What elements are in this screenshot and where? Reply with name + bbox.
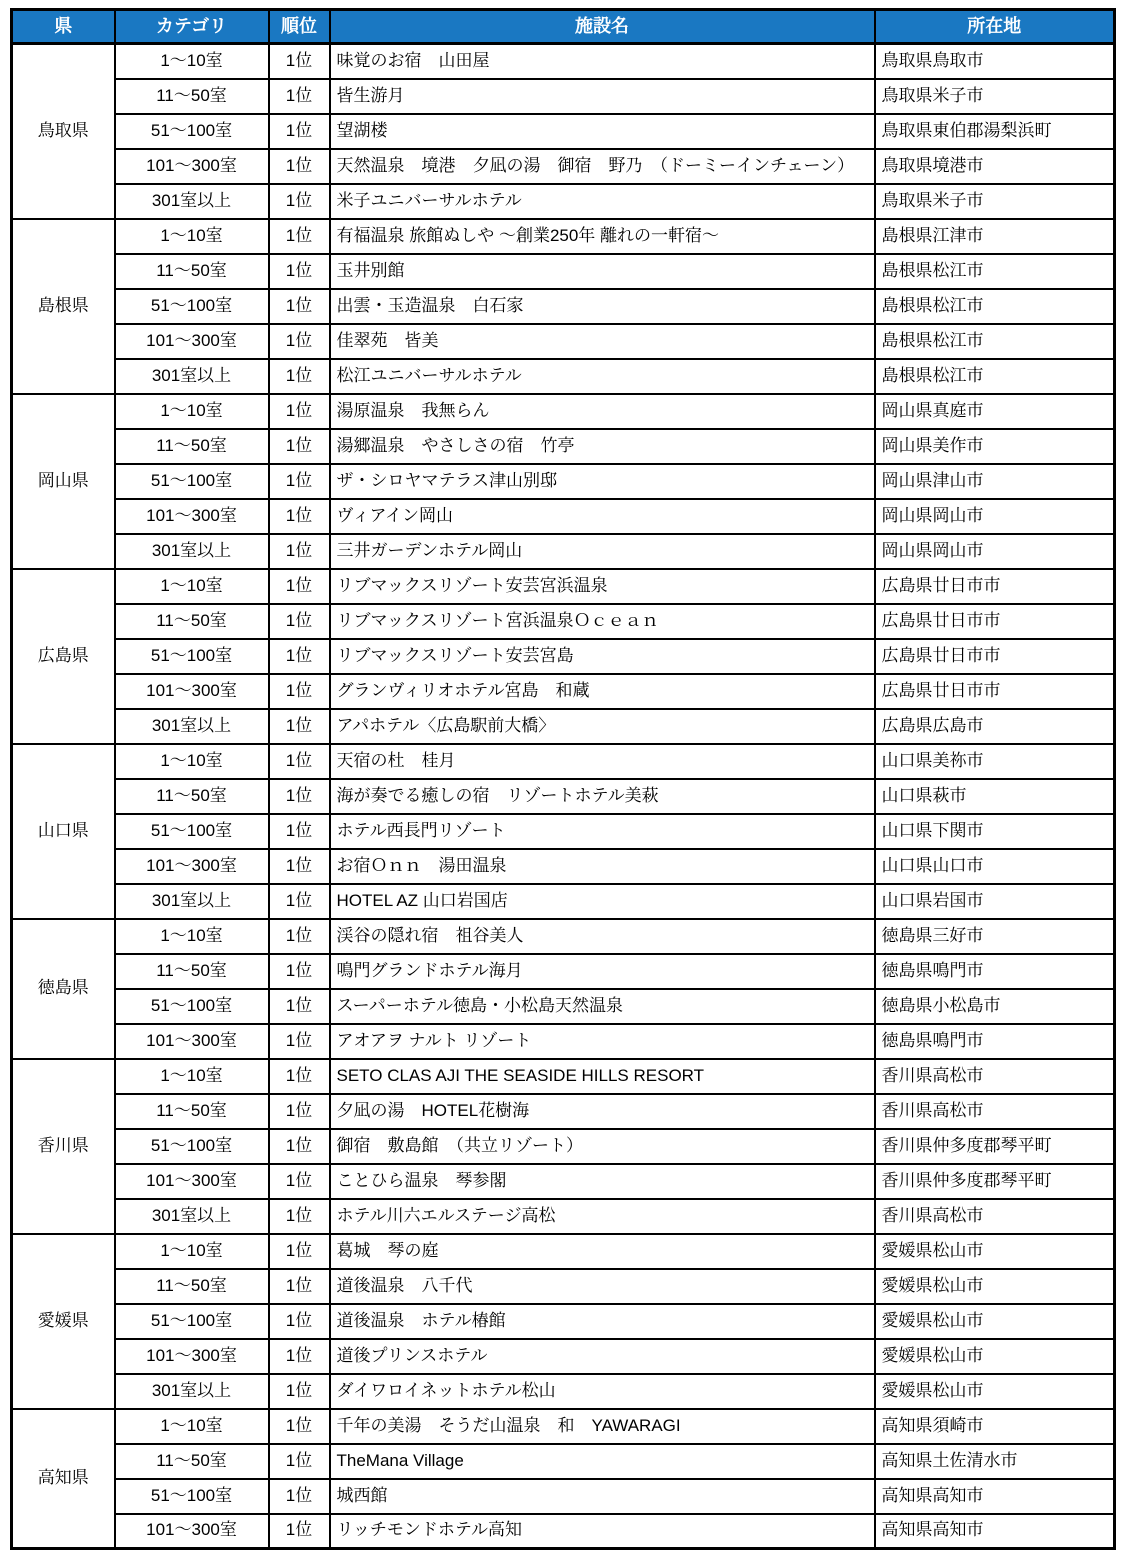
facility-name-cell: 玉井別館 [330, 254, 875, 289]
rank-cell: 1位 [269, 79, 330, 114]
location-cell: 岡山県岡山市 [875, 534, 1115, 569]
prefecture-cell: 岡山県 [12, 394, 115, 569]
table-row [12, 1094, 1115, 1129]
location-cell: 岡山県岡山市 [875, 499, 1115, 534]
location-cell: 徳島県小松島市 [875, 989, 1115, 1024]
location-cell: 香川県仲多度郡琴平町 [875, 1129, 1115, 1164]
facility-name-cell: リブマックスリゾート安芸宮浜温泉 [330, 569, 875, 604]
facility-name-cell: HOTEL AZ 山口岩国店 [330, 884, 875, 919]
facility-name-cell: 味覚のお宿 山田屋 [330, 44, 875, 79]
category-cell: 1～10室 [115, 1234, 269, 1269]
table-row [12, 1409, 1115, 1444]
rank-cell: 1位 [269, 1304, 330, 1339]
category-cell: 301室以上 [115, 1199, 269, 1234]
location-cell: 愛媛県松山市 [875, 1304, 1115, 1339]
prefecture-cell: 山口県 [12, 744, 115, 919]
category-cell: 51～100室 [115, 814, 269, 849]
location-cell: 高知県土佐清水市 [875, 1444, 1115, 1479]
table-body [12, 44, 1115, 1549]
rank-cell: 1位 [269, 954, 330, 989]
facility-name-cell: 夕凪の湯 HOTEL花樹海 [330, 1094, 875, 1129]
table-row [12, 359, 1115, 394]
location-cell: 香川県仲多度郡琴平町 [875, 1164, 1115, 1199]
category-cell: 1～10室 [115, 569, 269, 604]
table-row [12, 779, 1115, 814]
category-cell: 11～50室 [115, 1444, 269, 1479]
table-row [12, 709, 1115, 744]
category-cell: 101～300室 [115, 1514, 269, 1549]
prefecture-cell: 香川県 [12, 1059, 115, 1234]
table-row [12, 1444, 1115, 1479]
header-prefecture: 県 [12, 10, 115, 44]
prefecture-cell: 広島県 [12, 569, 115, 744]
table-row [12, 149, 1115, 184]
facility-name-cell: スーパーホテル徳島・小松島天然温泉 [330, 989, 875, 1024]
facility-name-cell: 城西館 [330, 1479, 875, 1514]
table-row [12, 919, 1115, 954]
rank-cell: 1位 [269, 359, 330, 394]
facility-name-cell: 海が奏でる癒しの宿 リゾートホテル美萩 [330, 779, 875, 814]
category-cell: 1～10室 [115, 219, 269, 254]
facility-name-cell: ダイワロイネットホテル松山 [330, 1374, 875, 1409]
category-cell: 1～10室 [115, 394, 269, 429]
category-cell: 101～300室 [115, 149, 269, 184]
facility-name-cell: リブマックスリゾート宮浜温泉Ｏｃｅａｎ [330, 604, 875, 639]
category-cell: 101～300室 [115, 1339, 269, 1374]
rank-cell: 1位 [269, 464, 330, 499]
table-row [12, 289, 1115, 324]
table-row [12, 44, 1115, 79]
category-cell: 11～50室 [115, 429, 269, 464]
hotel-ranking-table [10, 8, 1116, 1550]
table-row [12, 954, 1115, 989]
table-row [12, 1234, 1115, 1269]
location-cell: 鳥取県米子市 [875, 79, 1115, 114]
category-cell: 1～10室 [115, 744, 269, 779]
table-row [12, 1479, 1115, 1514]
rank-cell: 1位 [269, 114, 330, 149]
table-row [12, 499, 1115, 534]
location-cell: 愛媛県松山市 [875, 1269, 1115, 1304]
facility-name-cell: 湯郷温泉 やさしさの宿 竹亭 [330, 429, 875, 464]
category-cell: 11～50室 [115, 1269, 269, 1304]
category-cell: 1～10室 [115, 919, 269, 954]
rank-cell: 1位 [269, 184, 330, 219]
category-cell: 101～300室 [115, 324, 269, 359]
category-cell: 1～10室 [115, 1409, 269, 1444]
facility-name-cell: アオアヲ ナルト リゾート [330, 1024, 875, 1059]
category-cell: 51～100室 [115, 639, 269, 674]
table-row [12, 394, 1115, 429]
facility-name-cell: 湯原温泉 我無らん [330, 394, 875, 429]
category-cell: 301室以上 [115, 534, 269, 569]
facility-name-cell: 佳翠苑 皆美 [330, 324, 875, 359]
rank-cell: 1位 [269, 394, 330, 429]
category-cell: 11～50室 [115, 779, 269, 814]
table-row [12, 429, 1115, 464]
category-cell: 51～100室 [115, 289, 269, 324]
rank-cell: 1位 [269, 1374, 330, 1409]
category-cell: 301室以上 [115, 884, 269, 919]
rank-cell: 1位 [269, 884, 330, 919]
category-cell: 51～100室 [115, 1479, 269, 1514]
location-cell: 広島県廿日市市 [875, 639, 1115, 674]
category-cell: 51～100室 [115, 1129, 269, 1164]
facility-name-cell: 天然温泉 境港 夕凪の湯 御宿 野乃 （ドーミーインチェーン） [330, 149, 875, 184]
table-row [12, 1269, 1115, 1304]
facility-name-cell: 葛城 琴の庭 [330, 1234, 875, 1269]
location-cell: 島根県松江市 [875, 289, 1115, 324]
category-cell: 11～50室 [115, 1094, 269, 1129]
rank-cell: 1位 [269, 569, 330, 604]
rank-cell: 1位 [269, 674, 330, 709]
rank-cell: 1位 [269, 1444, 330, 1479]
table-header [12, 10, 1115, 44]
table-row [12, 1374, 1115, 1409]
category-cell: 301室以上 [115, 1374, 269, 1409]
header-facility: 施設名 [330, 10, 875, 44]
category-cell: 51～100室 [115, 1304, 269, 1339]
table-row [12, 114, 1115, 149]
category-cell: 301室以上 [115, 359, 269, 394]
rank-cell: 1位 [269, 744, 330, 779]
rank-cell: 1位 [269, 639, 330, 674]
table-row [12, 744, 1115, 779]
table-row [12, 1339, 1115, 1374]
table-row [12, 1514, 1115, 1549]
facility-name-cell: 渓谷の隠れ宿 祖谷美人 [330, 919, 875, 954]
table-row [12, 674, 1115, 709]
category-cell: 301室以上 [115, 709, 269, 744]
category-cell: 1～10室 [115, 1059, 269, 1094]
location-cell: 香川県高松市 [875, 1199, 1115, 1234]
facility-name-cell: 松江ユニバーサルホテル [330, 359, 875, 394]
facility-name-cell: リブマックスリゾート安芸宮島 [330, 639, 875, 674]
rank-cell: 1位 [269, 219, 330, 254]
location-cell: 岡山県美作市 [875, 429, 1115, 464]
category-cell: 11～50室 [115, 604, 269, 639]
table-row [12, 464, 1115, 499]
rank-cell: 1位 [269, 1129, 330, 1164]
facility-name-cell: アパホテル〈広島駅前大橋〉 [330, 709, 875, 744]
facility-name-cell: 皆生游月 [330, 79, 875, 114]
location-cell: 愛媛県松山市 [875, 1234, 1115, 1269]
location-cell: 島根県松江市 [875, 324, 1115, 359]
category-cell: 101～300室 [115, 499, 269, 534]
table-row [12, 324, 1115, 359]
rank-cell: 1位 [269, 429, 330, 464]
table-row [12, 604, 1115, 639]
table-row [12, 79, 1115, 114]
facility-name-cell: ザ・シロヤマテラス津山別邸 [330, 464, 875, 499]
category-cell: 301室以上 [115, 184, 269, 219]
facility-name-cell: ヴィアイン岡山 [330, 499, 875, 534]
location-cell: 広島県廿日市市 [875, 604, 1115, 639]
location-cell: 徳島県鳴門市 [875, 1024, 1115, 1059]
category-cell: 101～300室 [115, 849, 269, 884]
location-cell: 島根県江津市 [875, 219, 1115, 254]
location-cell: 鳥取県米子市 [875, 184, 1115, 219]
category-cell: 11～50室 [115, 79, 269, 114]
rank-cell: 1位 [269, 1199, 330, 1234]
rank-cell: 1位 [269, 1094, 330, 1129]
facility-name-cell: TheMana Village [330, 1444, 875, 1479]
rank-cell: 1位 [269, 814, 330, 849]
rank-cell: 1位 [269, 849, 330, 884]
table-row [12, 639, 1115, 674]
facility-name-cell: 天宿の杜 桂月 [330, 744, 875, 779]
table-row [12, 1164, 1115, 1199]
header-category: カテゴリ [115, 10, 269, 44]
location-cell: 山口県下関市 [875, 814, 1115, 849]
category-cell: 51～100室 [115, 464, 269, 499]
rank-cell: 1位 [269, 499, 330, 534]
facility-name-cell: 道後温泉 ホテル椿館 [330, 1304, 875, 1339]
location-cell: 香川県高松市 [875, 1059, 1115, 1094]
facility-name-cell: ホテル西長門リゾート [330, 814, 875, 849]
rank-cell: 1位 [269, 1409, 330, 1444]
table-row [12, 184, 1115, 219]
category-cell: 51～100室 [115, 114, 269, 149]
location-cell: 岡山県津山市 [875, 464, 1115, 499]
location-cell: 鳥取県境港市 [875, 149, 1115, 184]
facility-name-cell: お宿Ｏｎｎ 湯田温泉 [330, 849, 875, 884]
rank-cell: 1位 [269, 324, 330, 359]
location-cell: 山口県萩市 [875, 779, 1115, 814]
location-cell: 山口県山口市 [875, 849, 1115, 884]
category-cell: 11～50室 [115, 954, 269, 989]
category-cell: 101～300室 [115, 674, 269, 709]
table-row [12, 534, 1115, 569]
location-cell: 山口県美祢市 [875, 744, 1115, 779]
facility-name-cell: 三井ガーデンホテル岡山 [330, 534, 875, 569]
facility-name-cell: 望湖楼 [330, 114, 875, 149]
table-row [12, 1199, 1115, 1234]
table-row [12, 1304, 1115, 1339]
rank-cell: 1位 [269, 149, 330, 184]
prefecture-cell: 高知県 [12, 1409, 115, 1549]
location-cell: 鳥取県東伯郡湯梨浜町 [875, 114, 1115, 149]
facility-name-cell: ホテル川六エルステージ高松 [330, 1199, 875, 1234]
location-cell: 広島県広島市 [875, 709, 1115, 744]
location-cell: 香川県高松市 [875, 1094, 1115, 1129]
category-cell: 51～100室 [115, 989, 269, 1024]
rank-cell: 1位 [269, 254, 330, 289]
location-cell: 島根県松江市 [875, 359, 1115, 394]
table-row [12, 1059, 1115, 1094]
location-cell: 愛媛県松山市 [875, 1339, 1115, 1374]
facility-name-cell: 有福温泉 旅館ぬしや ～創業250年 離れの一軒宿～ [330, 219, 875, 254]
header-rank: 順位 [269, 10, 330, 44]
location-cell: 島根県松江市 [875, 254, 1115, 289]
table-row [12, 884, 1115, 919]
rank-cell: 1位 [269, 534, 330, 569]
rank-cell: 1位 [269, 1479, 330, 1514]
facility-name-cell: 道後温泉 八千代 [330, 1269, 875, 1304]
table-row [12, 814, 1115, 849]
facility-name-cell: 出雲・玉造温泉 白石家 [330, 289, 875, 324]
location-cell: 山口県岩国市 [875, 884, 1115, 919]
category-cell: 11～50室 [115, 254, 269, 289]
location-cell: 高知県高知市 [875, 1479, 1115, 1514]
rank-cell: 1位 [269, 1234, 330, 1269]
facility-name-cell: グランヴィリオホテル宮島 和蔵 [330, 674, 875, 709]
rank-cell: 1位 [269, 709, 330, 744]
rank-cell: 1位 [269, 779, 330, 814]
rank-cell: 1位 [269, 604, 330, 639]
rank-cell: 1位 [269, 1339, 330, 1374]
location-cell: 徳島県鳴門市 [875, 954, 1115, 989]
rank-cell: 1位 [269, 1514, 330, 1549]
location-cell: 鳥取県鳥取市 [875, 44, 1115, 79]
header-row [12, 10, 1115, 44]
header-location: 所在地 [875, 10, 1115, 44]
facility-name-cell: 鳴門グランドホテル海月 [330, 954, 875, 989]
facility-name-cell: SETO CLAS AJI THE SEASIDE HILLS RESORT [330, 1059, 875, 1094]
facility-name-cell: ことひら温泉 琴参閣 [330, 1164, 875, 1199]
rank-cell: 1位 [269, 919, 330, 954]
location-cell: 高知県高知市 [875, 1514, 1115, 1549]
rank-cell: 1位 [269, 1059, 330, 1094]
location-cell: 徳島県三好市 [875, 919, 1115, 954]
table-row [12, 849, 1115, 884]
facility-name-cell: 米子ユニバーサルホテル [330, 184, 875, 219]
location-cell: 岡山県真庭市 [875, 394, 1115, 429]
prefecture-cell: 愛媛県 [12, 1234, 115, 1409]
rank-cell: 1位 [269, 1164, 330, 1199]
rank-cell: 1位 [269, 1269, 330, 1304]
category-cell: 1～10室 [115, 44, 269, 79]
prefecture-cell: 島根県 [12, 219, 115, 394]
table-row [12, 1024, 1115, 1059]
facility-name-cell: リッチモンドホテル高知 [330, 1514, 875, 1549]
rank-cell: 1位 [269, 989, 330, 1024]
prefecture-cell: 鳥取県 [12, 44, 115, 219]
location-cell: 広島県廿日市市 [875, 569, 1115, 604]
location-cell: 高知県須崎市 [875, 1409, 1115, 1444]
location-cell: 広島県廿日市市 [875, 674, 1115, 709]
rank-cell: 1位 [269, 44, 330, 79]
category-cell: 101～300室 [115, 1024, 269, 1059]
facility-name-cell: 千年の美湯 そうだ山温泉 和 YAWARAGI [330, 1409, 875, 1444]
category-cell: 101～300室 [115, 1164, 269, 1199]
table-row [12, 569, 1115, 604]
facility-name-cell: 道後プリンスホテル [330, 1339, 875, 1374]
table-row [12, 254, 1115, 289]
table-row [12, 1129, 1115, 1164]
table-row [12, 219, 1115, 254]
rank-cell: 1位 [269, 289, 330, 324]
location-cell: 愛媛県松山市 [875, 1374, 1115, 1409]
table-row [12, 989, 1115, 1024]
prefecture-cell: 徳島県 [12, 919, 115, 1059]
facility-name-cell: 御宿 敷島館 （共立リゾート） [330, 1129, 875, 1164]
rank-cell: 1位 [269, 1024, 330, 1059]
